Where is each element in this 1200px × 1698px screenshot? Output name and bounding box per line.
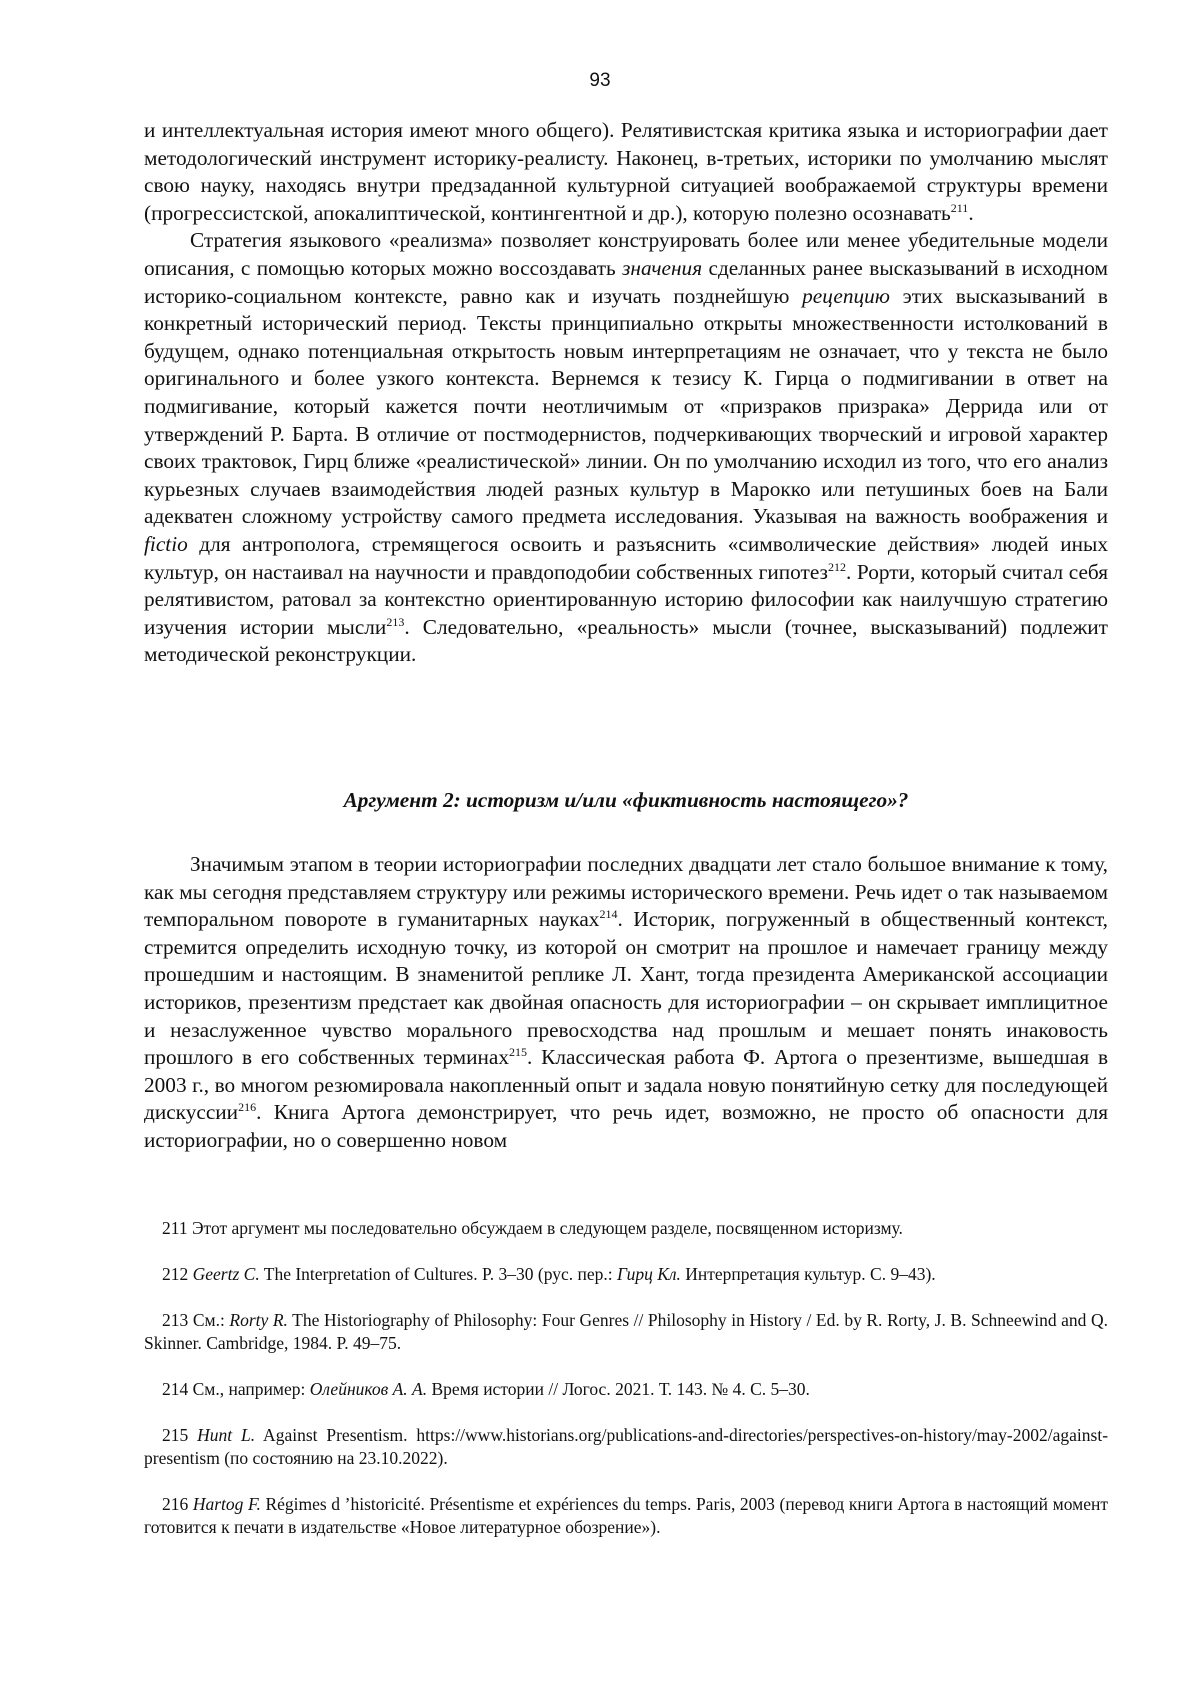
footnote — [144, 1263, 1108, 1286]
text-run: для антрополога, стремящегося освоить и разъяснить «символические действия» людей иных культур, он настаивал на научности и правдоподобии собственных гипотез — [144, 531, 1108, 584]
italic-text: рецепцию — [802, 283, 890, 308]
footnote — [144, 1217, 1108, 1240]
paragraph — [144, 227, 1108, 669]
footnote-reference: 214 — [599, 907, 618, 922]
text-run: . Историк, погруженный в общественный контекст, стремится определить исходную точку, из которой он смотрит на прошлое и намечает границу между прошедшим и настоящим. В знаменитой реплике Л. Хант, тогда президента Американской ассоциации историков, презентизм предстает как двойная опасность для историографии – он скрывает имплицитное и незаслуженное чувство морального превосходства над прошлым и мешает понять инаковость прошлого в его собственных терминах — [144, 907, 1108, 1070]
body-text-lower — [144, 851, 1108, 1155]
text-run: . Классическая работа Ф. Артога о презентизме, вышедшая в 2003 г., во многом резюмировала накопленный опыт и задала новую понятийную сетку для последующей дискуссии — [144, 1045, 1108, 1125]
text-run: 215 — [162, 1425, 198, 1445]
text-run: 211 Этот аргумент мы последовательно обсуждаем в следующем разделе, посвященном историзму. — [162, 1218, 903, 1238]
italic-text: Geertz C. — [192, 1264, 260, 1284]
footnote-reference: 215 — [509, 1045, 528, 1060]
footnote — [144, 1493, 1108, 1539]
footnote — [144, 1424, 1108, 1470]
text-run: 214 См., например: — [162, 1379, 310, 1399]
text-run: 213 См.: — [162, 1310, 230, 1330]
text-run: 212 — [162, 1264, 193, 1284]
text-run: Время истории // Логос. 2021. Т. 143. № 4. С. 5–30. — [427, 1379, 810, 1399]
italic-text: Гирц Кл. — [616, 1264, 681, 1284]
page-number: 93 — [589, 70, 611, 91]
section-heading: Аргумент 2: историзм и/или «фиктивность настоящего»? — [343, 788, 909, 812]
text-run: The Historiography of Philosophy: Four Genres // Philosophy in History / Ed. by R. Rorty, J. B. Schneewind and Q. Skinner. Cambridge, 1984. P. 49–75. — [144, 1310, 1109, 1353]
text-run: 216 — [162, 1494, 193, 1514]
footnote — [144, 1378, 1108, 1401]
text-run: и интеллектуальная история имеют много общего). Релятивистская критика языка и историографии дает методологический инструмент историку-реалисту. Наконец, в-третьих, историки по умолчанию мыслят свою науку, находясь внутри предзаданной культурной ситуацией воображаемой структуры времени (прогрессистской, апокалиптической, контингентной и др.), которую полезно осознавать — [144, 118, 1108, 225]
italic-text: Rorty R. — [229, 1310, 288, 1330]
text-run: Интерпретация культур. С. 9–43). — [680, 1264, 936, 1284]
paragraph — [144, 851, 1108, 1155]
text-run: . — [968, 200, 974, 225]
footnote — [144, 1309, 1108, 1355]
text-run: этих высказываний в конкретный исторический период. Тексты принципиально открыты множественности истолкований в будущем, однако потенциальная открытость новым интерпретациям не означает, что у текста не было оригинального и более узкого контекста. Вернемся к тезису К. Гирца о подмигивании в ответ на подмигивание, который кажется почти неотличимым от «призраков призрака» Деррида или от утверждений Р. Барта. В отличие от постмодернистов, подчеркивающих творческий и игровой характер своих трактовок, Гирц ближе «реалистической» линии. Он по умолчанию исходил из того, что его анализ курьезных случаев взаимодействия людей разных культур в Марокко или петушиных боев на Бали адекватен сложному устройству самого предмета исследования. Указывая на важность воображения и — [144, 283, 1108, 529]
text-run: . Следовательно, «реальность» мысли (точнее, высказываний) подлежит методической реконструкции. — [144, 614, 1108, 667]
paragraph — [144, 117, 1108, 227]
footnote-reference: 213 — [386, 614, 405, 629]
text-run: Значимым этапом в теории историографии последних двадцати лет стало большое внимание к тому, как мы сегодня представляем структуру или режимы исторического времени. Речь идет о так называемом темпоральном повороте в гуманитарных науках — [144, 852, 1108, 932]
footnote-reference: 216 — [238, 1100, 257, 1115]
text-run: . Рорти, который считал себя релятивистом, ратовал за контекстно ориентированную историю философии как наилучшую стратегию изучения истории мысли — [144, 559, 1108, 639]
italic-text: значения — [622, 255, 703, 280]
text-run: Régimes d ’historicité. Présentisme et expériences du temps. Paris, 2003 (перевод книги Артога в настоящий момент готовится к печати в издательстве «Новое литературное обозрение»). — [144, 1494, 1108, 1537]
body-text-upper — [144, 117, 1108, 669]
italic-text: fictio — [144, 531, 188, 556]
text-run: . Книга Артога демонстрирует, что речь идет, возможно, не просто об опасности для историографии, но о совершенно новом — [144, 1100, 1108, 1152]
footnotes — [144, 1217, 1108, 1562]
text-run: сделанных ранее высказываний в исходном историко-социальном контексте, равно как и изучать позднейшую — [144, 255, 1108, 308]
italic-text: Олейников А. А. — [309, 1379, 428, 1399]
text-run: The Interpretation of Cultures. P. 3–30 (рус. пер.: — [259, 1264, 617, 1284]
text-run: Against Presentism. https://www.historians.org/publications-and-directories/perspectives-on-history/may-2002/against-presentism (по состоянию на 23.10.2022). — [144, 1425, 1109, 1468]
italic-text: Hartog F. — [192, 1494, 261, 1514]
text-run: Стратегия языкового «реализма» позволяет конструировать более или менее убедительные модели описания, с помощью которых можно воссоздавать — [144, 228, 1108, 280]
footnote-reference: 212 — [827, 559, 846, 574]
footnote-reference: 211 — [950, 200, 969, 215]
italic-text: Hunt L. — [197, 1425, 256, 1445]
